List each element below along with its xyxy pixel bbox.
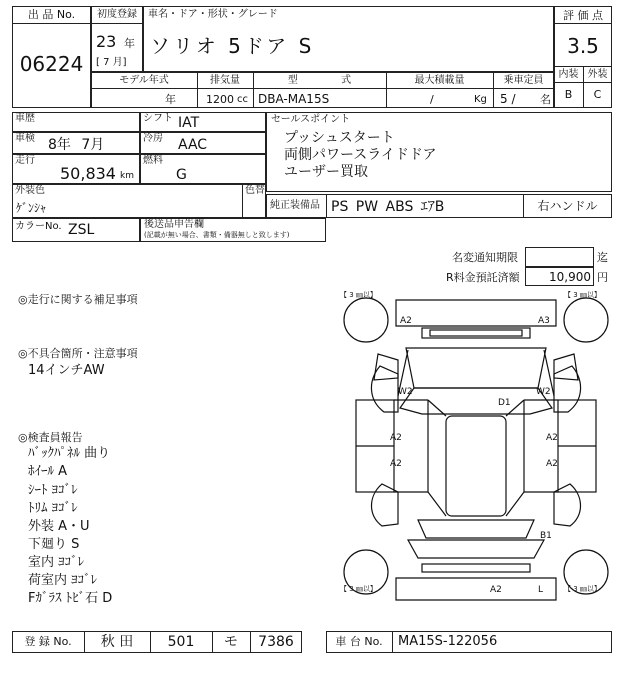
car-name: ソリオ 5ドア S: [150, 34, 315, 58]
hood: [406, 348, 546, 388]
lot-label: 出 品 No.: [27, 8, 76, 21]
car-name-label: 車名・ドア・形状・グレード: [148, 9, 278, 20]
tire-label-fl: 【 3 ㎜以】: [340, 291, 377, 299]
defect-item: 14インチAW: [28, 363, 105, 378]
recycle-label: R料金預託済額: [446, 271, 520, 284]
color-change-divider: [242, 184, 243, 218]
damage-mark: B1: [540, 531, 552, 541]
color-change-label: 色替: [245, 185, 265, 196]
first-reg-month: [ 7 月]: [96, 57, 127, 68]
equipment-label: 純正装備品: [270, 200, 320, 211]
capacity-label: 乗車定員: [503, 75, 544, 86]
handle-value: 右ハンドル: [537, 199, 598, 213]
sales-point-3: ユーザー買取: [284, 164, 368, 180]
defect-notes-label: ◎不具合箇所・注意事項: [18, 347, 138, 360]
sales-point-label: セールスポイント: [271, 114, 351, 125]
first-reg-year: 23: [96, 32, 117, 51]
first-reg-label: 初度登録: [97, 9, 137, 20]
front-bumper: [396, 300, 556, 326]
score-value: 3.5: [567, 34, 599, 58]
tire-label-rl: 【 3 ㎜以】: [340, 585, 377, 593]
type-label: 型 式: [287, 75, 352, 86]
inspector-report-label: ◎検査員報告: [18, 431, 83, 444]
mileage-unit: km: [120, 171, 134, 181]
recycle-unit: 円: [597, 271, 608, 284]
damage-mark: A2: [490, 585, 502, 595]
max-load-label: 最大積載量: [414, 75, 465, 86]
sales-point-2: 両側パワースライドドア: [284, 147, 437, 163]
tire-label-rr: 【 3 ㎜以】: [564, 585, 601, 593]
car-diagram: [338, 288, 614, 606]
inspector-item: Fｶﾞﾗｽ ﾄﾋﾞ石 D: [28, 591, 113, 606]
reg-region: 秋 田: [100, 634, 134, 650]
name-change-unit: 迄: [597, 251, 608, 264]
history-label: 車歴: [15, 113, 35, 124]
tire-label-fr: 【 3 ㎜以】: [564, 291, 601, 299]
damage-mark: A2: [546, 433, 558, 443]
damage-mark: W2: [536, 387, 551, 397]
shift-label: シフト: [143, 113, 173, 124]
roof: [446, 416, 506, 516]
mileage-label: 走行: [15, 155, 35, 166]
inspector-item: ﾄﾘﾑ ﾖｺﾞﾚ: [28, 501, 78, 516]
inspector-item: 室内 ﾖｺﾞﾚ: [28, 555, 85, 570]
inspection-label: 車検: [15, 133, 35, 144]
name-change-box: [525, 247, 594, 267]
spec-label-line: [91, 88, 554, 89]
rear-window: [418, 520, 534, 538]
capacity-value: 5 /: [500, 92, 516, 106]
grade-label-line: [554, 82, 612, 83]
damage-mark: W2: [398, 387, 413, 397]
color-label: 外装色: [15, 185, 45, 196]
model-year-unit: 年: [165, 93, 176, 106]
displacement-value: 1200: [206, 93, 234, 106]
reg-number: 7386: [258, 634, 294, 650]
interior-label: 内装: [558, 69, 579, 80]
damage-mark: A3: [538, 316, 550, 326]
equipment-divider: [326, 194, 327, 218]
car-diagram-svg: [338, 288, 614, 606]
fuel-label: 燃料: [143, 155, 163, 166]
max-load-unit: Kg: [474, 94, 487, 105]
exterior-label: 外装: [587, 69, 608, 80]
fuel-value: G: [176, 167, 187, 183]
type-value: DBA-MA15S: [258, 92, 330, 106]
delivery-label: 後送品申告欄: [144, 219, 204, 230]
tire-front-left: [344, 298, 388, 342]
damage-mark: A2: [390, 433, 402, 443]
inspector-item: ﾎｲｰﾙ A: [28, 464, 68, 479]
aircon-label: 冷房: [143, 133, 163, 144]
inspector-item: ﾊﾞｯｸﾊﾟﾈﾙ 曲り: [28, 446, 111, 461]
recycle-value: 10,900: [549, 270, 591, 284]
capacity-unit: 名: [540, 93, 551, 106]
equipment-value: PS PW ABS ｴｱB: [331, 199, 445, 215]
name-change-label: 名変通知期限: [452, 251, 518, 264]
tire-front-right: [564, 298, 608, 342]
rear-bumper: [396, 578, 556, 600]
model-year-label: モデル年式: [119, 75, 169, 86]
inspector-item: 下廻り S: [28, 537, 80, 552]
color-no-label: カラーNo.: [15, 221, 62, 232]
exterior-grade: C: [593, 88, 602, 101]
damage-mark: D1: [498, 398, 511, 408]
first-reg-year-unit: 年: [124, 37, 135, 50]
aircon-value: AAC: [178, 137, 208, 153]
chassis-number: MA15S-122056: [398, 634, 498, 649]
score-label: 評 価 点: [563, 9, 603, 22]
lot-number: 06224: [19, 52, 84, 76]
reg-label: 登 録 No.: [24, 635, 72, 648]
reg-kana: モ: [224, 634, 238, 650]
shift-value: IAT: [178, 115, 200, 131]
damage-mark: A2: [390, 459, 402, 469]
damage-mark: L: [538, 585, 544, 595]
windshield: [400, 388, 552, 414]
inspection-value: 8年 7月: [48, 137, 105, 153]
inspector-item: ｼｰﾄ ﾖｺﾞﾚ: [28, 483, 78, 498]
sales-point-1: プッシュスタート: [284, 130, 395, 146]
inspector-item: 外装 A・U: [28, 519, 90, 534]
chassis-label: 車 台 No.: [335, 635, 383, 648]
color-value: ｹﾞﾝｼｬ: [16, 201, 47, 215]
displacement-label: 排気量: [210, 75, 240, 86]
color-no-value: ZSL: [68, 222, 95, 238]
driving-notes-label: ◎走行に関する補足事項: [18, 293, 138, 306]
chassis-divider: [392, 631, 393, 653]
color-cell: [12, 184, 266, 218]
displacement-unit: cc: [237, 94, 248, 105]
max-load-sep: /: [430, 93, 434, 106]
interior-grade: B: [564, 88, 573, 101]
mileage-value: 50,834: [60, 164, 116, 183]
reg-class: 501: [167, 634, 195, 650]
damage-mark: A2: [400, 316, 412, 326]
delivery-note: (記載が無い場合、書類・備器無しと致します): [144, 231, 290, 239]
damage-mark: A2: [546, 459, 558, 469]
inspector-item: 荷室内 ﾖｺﾞﾚ: [28, 573, 98, 588]
rear-hatch: [408, 540, 544, 558]
